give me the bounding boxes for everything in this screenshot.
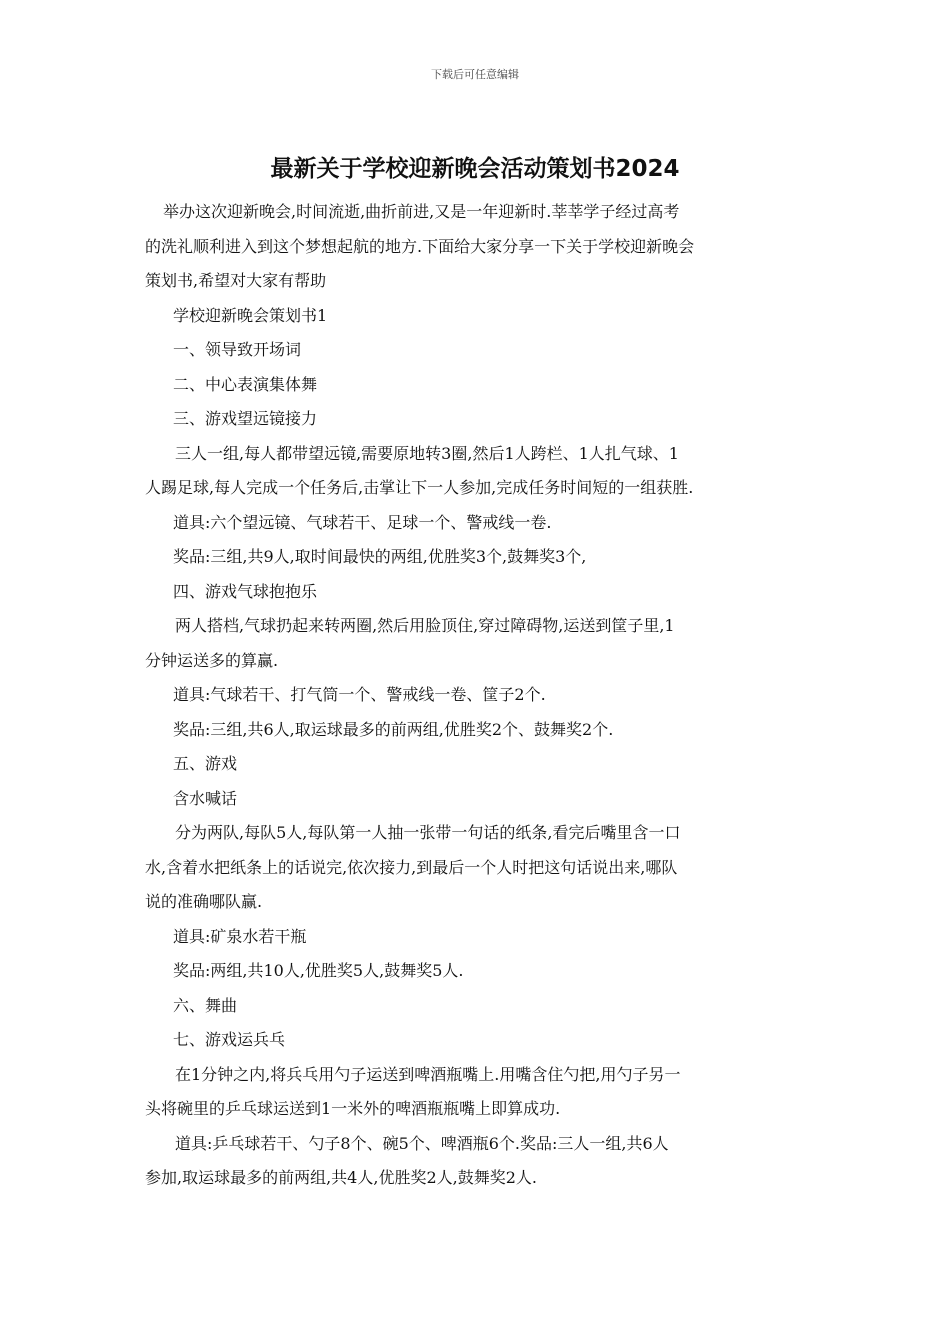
- paragraph-line: 策划书,希望对大家有帮助: [145, 271, 327, 290]
- paragraph-line: 道具:矿泉水若干瓶: [173, 926, 307, 946]
- paragraph-line: 参加,取运球最多的前两组,共4人,优胜奖2人,鼓舞奖2人.: [145, 1168, 537, 1187]
- document-title: 最新关于学校迎新晚会活动策划书2024: [270, 156, 680, 182]
- paragraph-line: 奖品:三组,共6人,取运球最多的前两组,优胜奖2个、鼓舞奖2个.: [173, 719, 614, 739]
- paragraph-line: 四、游戏气球抱抱乐: [173, 581, 318, 601]
- paragraph-line: 人踢足球,每人完成一个任务后,击掌让下一人参加,完成任务时间短的一组获胜.: [145, 478, 694, 497]
- paragraph-line: 分为两队,每队5人,每队第一人抽一张带一句话的纸条,看完后嘴里含一口: [175, 823, 681, 842]
- paragraph-line: 道具:六个望远镜、气球若干、足球一个、警戒线一卷.: [173, 512, 552, 532]
- paragraph-line: 奖品:三组,共9人,取时间最快的两组,优胜奖3个,鼓舞奖3个,: [173, 547, 587, 566]
- paragraph-line: 六、舞曲: [173, 995, 238, 1015]
- paragraph-line: 的洗礼顺利进入到这个梦想起航的地方.下面给大家分享一下关于学校迎新晚会: [145, 236, 695, 256]
- document-body: [145, 195, 809, 1196]
- paragraph-line: 三人一组,每人都带望远镜,需要原地转3圈,然后1人跨栏、1人扎气球、1: [175, 443, 679, 463]
- paragraph-line: 学校迎新晚会策划书1: [173, 305, 328, 325]
- paragraph-line: 七、游戏运兵乓: [173, 1030, 286, 1049]
- paragraph-line: 一、领导致开场词: [173, 340, 302, 359]
- paragraph-line: 水,含着水把纸条上的话说完,依次接力,到最后一个人时把这句话说出来,哪队: [145, 857, 678, 877]
- paragraph-line: 分钟运送多的算赢.: [145, 650, 279, 670]
- paragraph-line: 二、中心表演集体舞: [173, 374, 318, 394]
- paragraph-line: 道具:气球若干、打气筒一个、警戒线一卷、筐子2个.: [173, 685, 546, 704]
- paragraph-line: 含水喊话: [173, 788, 238, 808]
- paragraph-line: 举办这次迎新晚会,时间流逝,曲折前进,又是一年迎新时.莘莘学子经过高考: [163, 202, 680, 221]
- header-note: 下载后可任意编辑: [431, 68, 519, 81]
- paragraph-line: 说的准确哪队赢.: [145, 892, 263, 911]
- paragraph-line: 三、游戏望远镜接力: [173, 409, 318, 428]
- paragraph-line: 奖品:两组,共10人,优胜奖5人,鼓舞奖5人.: [173, 961, 464, 980]
- paragraph-line: 五、游戏: [173, 754, 238, 773]
- paragraph-line: 两人搭档,气球扔起来转两圈,然后用脸顶住,穿过障碍物,运送到筐子里,1: [175, 616, 675, 635]
- paragraph-line: 在1分钟之内,将兵乓用勺子运送到啤酒瓶嘴上.用嘴含住勺把,用勺子另一: [175, 1064, 681, 1084]
- paragraph-line: 头将碗里的乒乓球运送到1一米外的啤酒瓶瓶嘴上即算成功.: [145, 1099, 561, 1118]
- paragraph-line: 道具:乒乓球若干、勺子8个、碗5个、啤酒瓶6个.奖品:三人一组,共6人: [175, 1133, 669, 1153]
